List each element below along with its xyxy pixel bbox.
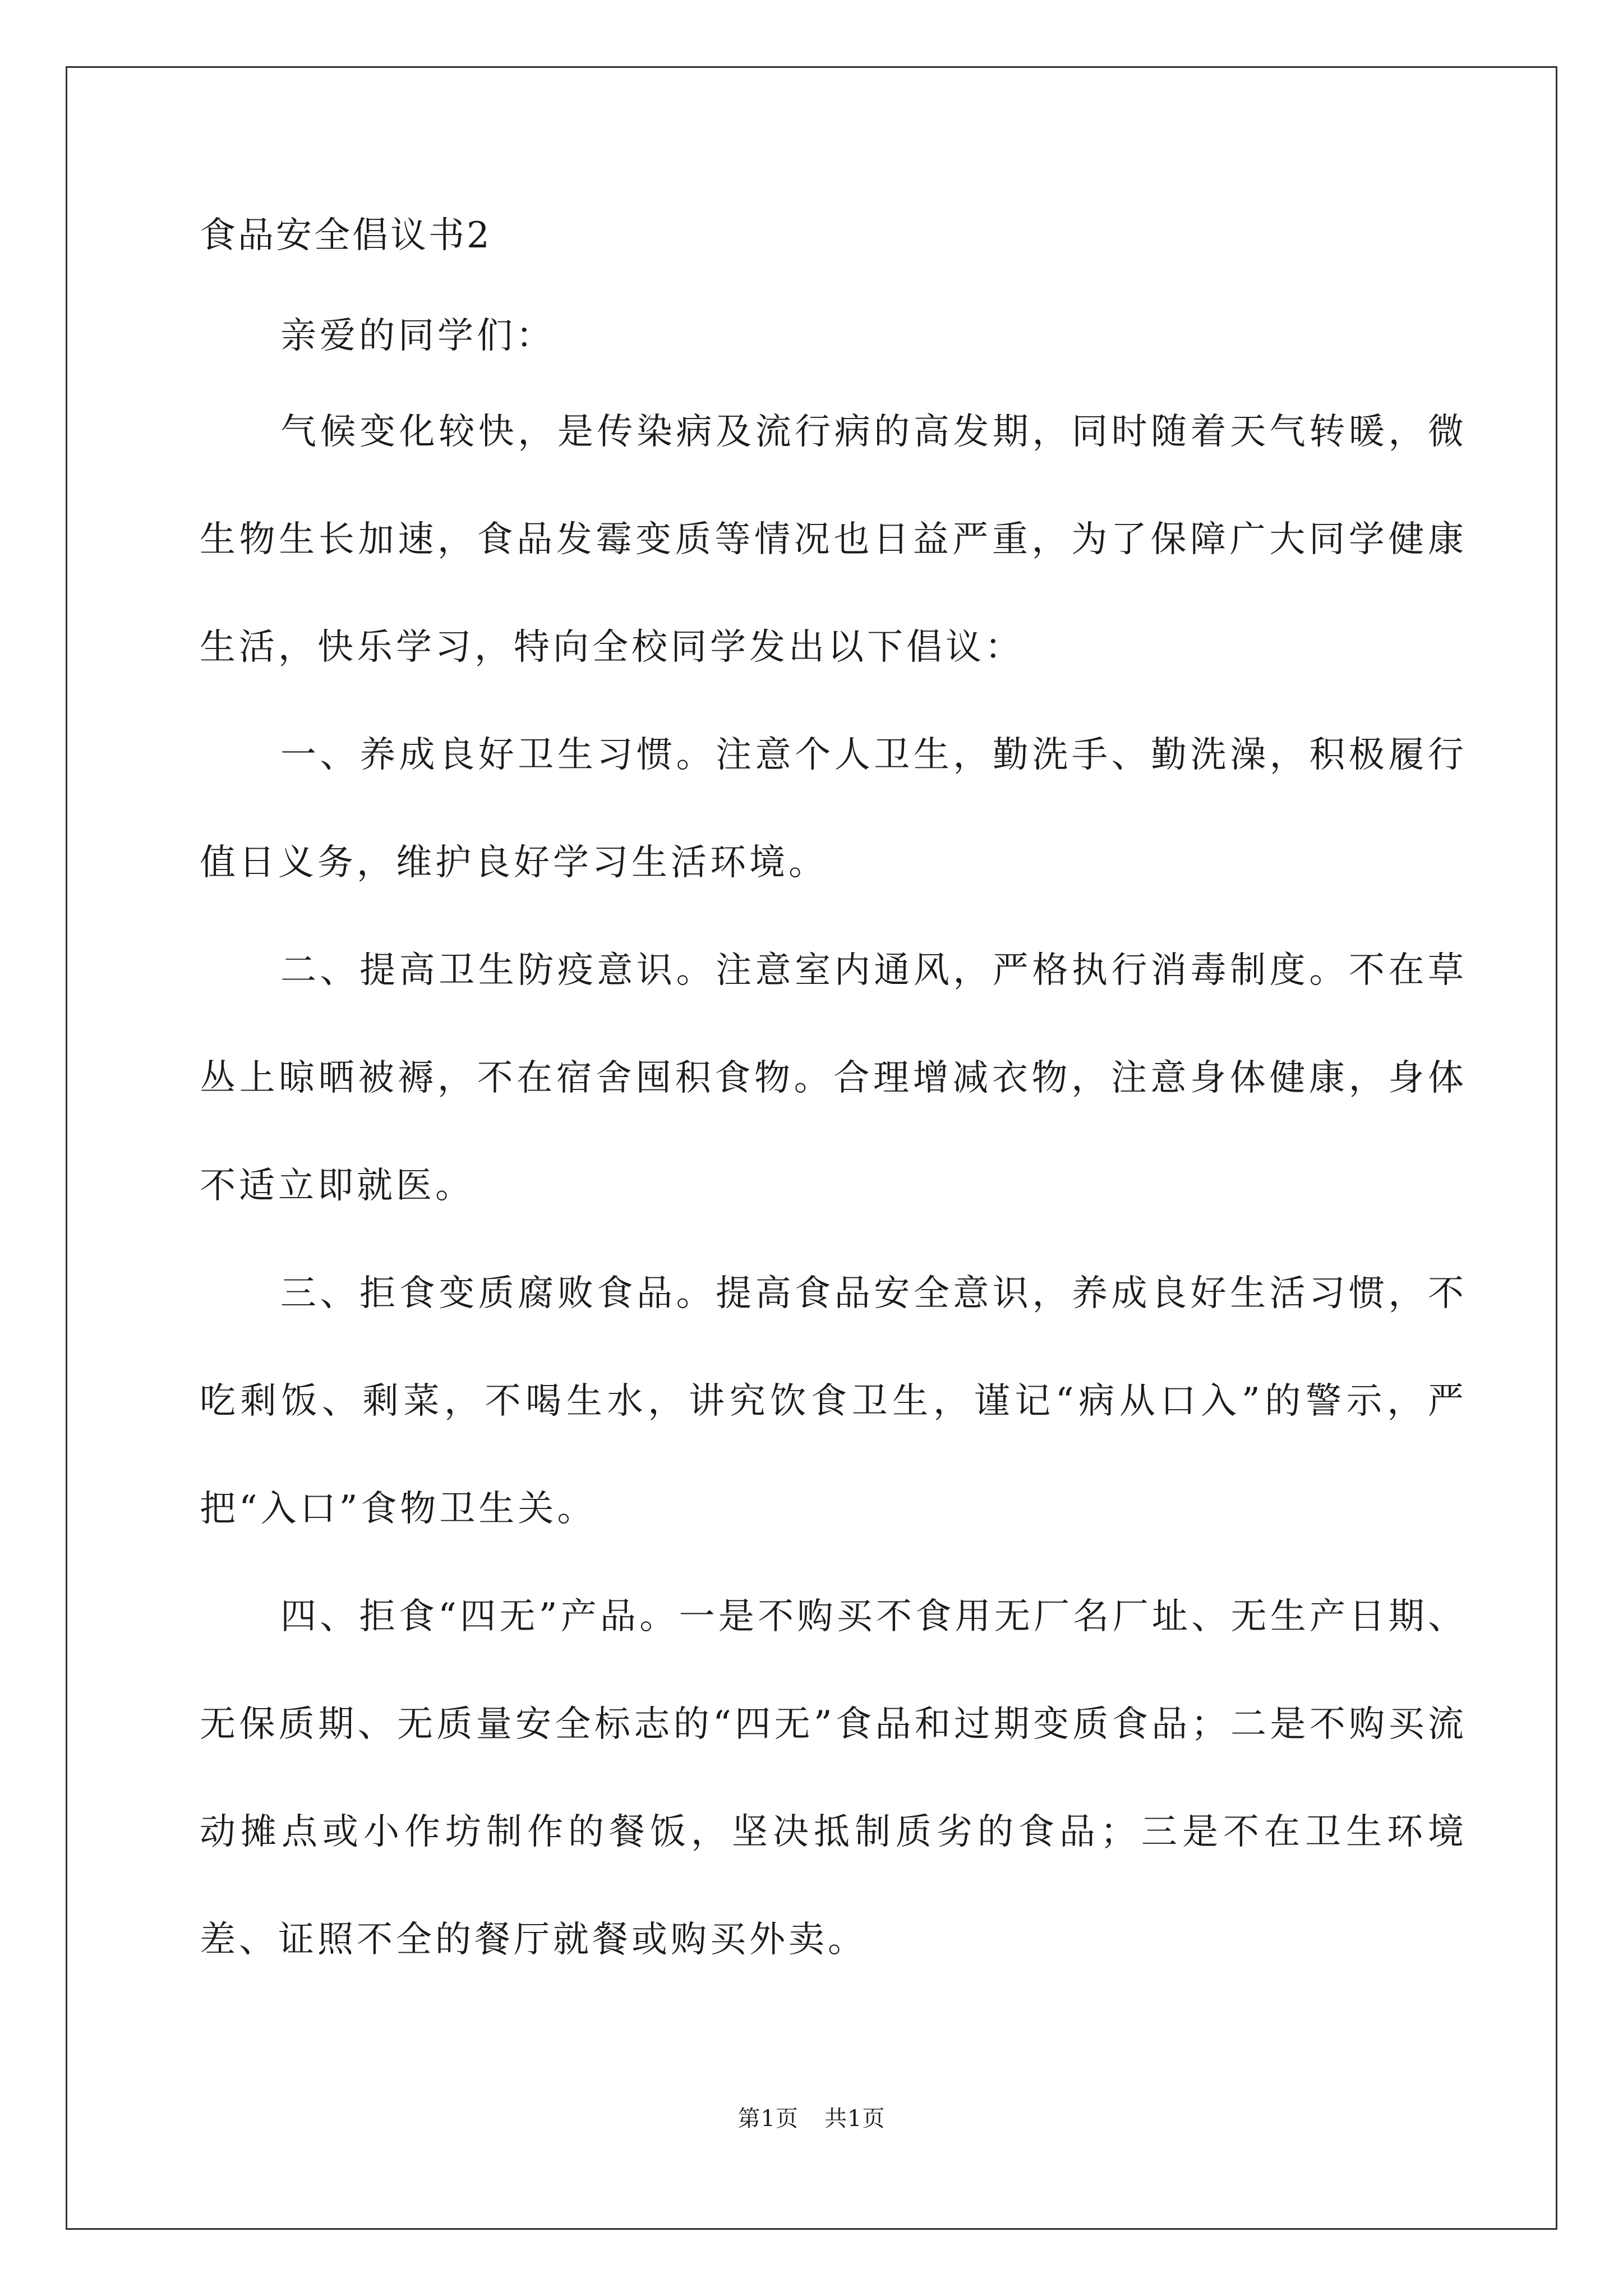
paragraph-item-4: 四、拒食“四无”产品。一是不购买不食用无厂名厂址、无生产日期、无保质期、无质量安全标志的“四无”食品和过期变质食品；二是不购买流动摊点或小作坊制作的餐饭，坚决抵制质劣的食品；三是不在卫生环境差、证照不全的餐厅就餐或购买外卖。 (200, 1596, 1467, 1961)
document-body (200, 208, 1467, 1994)
page-number: 第1页 (737, 2106, 799, 2132)
page-total: 共1页 (824, 2106, 886, 2132)
paragraph-item-2: 二、提高卫生防疫意识。注意室内通风，严格执行消毒制度。不在草丛上晾晒被褥，不在宿舍囤积食物。合理增减衣物，注意身体健康，身体不适立即就医。 (200, 950, 1467, 1207)
paragraph-item-1: 一、养成良好卫生习惯。注意个人卫生，勤洗手、勤洗澡，积极履行值日义务，维护良好学习生活环境。 (200, 734, 1467, 884)
page-footer (0, 2101, 1623, 2133)
greeting: 亲爱的同学们： (280, 315, 555, 357)
paragraph-item-3: 三、拒食变质腐败食品。提高食品安全意识，养成良好生活习惯，不吃剩饭、剩菜，不喝生水，讲究饮食卫生，谨记“病从口入”的警示，严把“入口”食物卫生关。 (200, 1273, 1467, 1530)
paragraph-intro: 气候变化较快，是传染病及流行病的高发期，同时随着天气转暖，微生物生长加速，食品发霉变质等情况也日益严重，为了保障广大同学健康生活，快乐学习，特向全校同学发出以下倡议： (200, 411, 1467, 668)
document-title: 食品安全倡议书2 (200, 215, 492, 256)
